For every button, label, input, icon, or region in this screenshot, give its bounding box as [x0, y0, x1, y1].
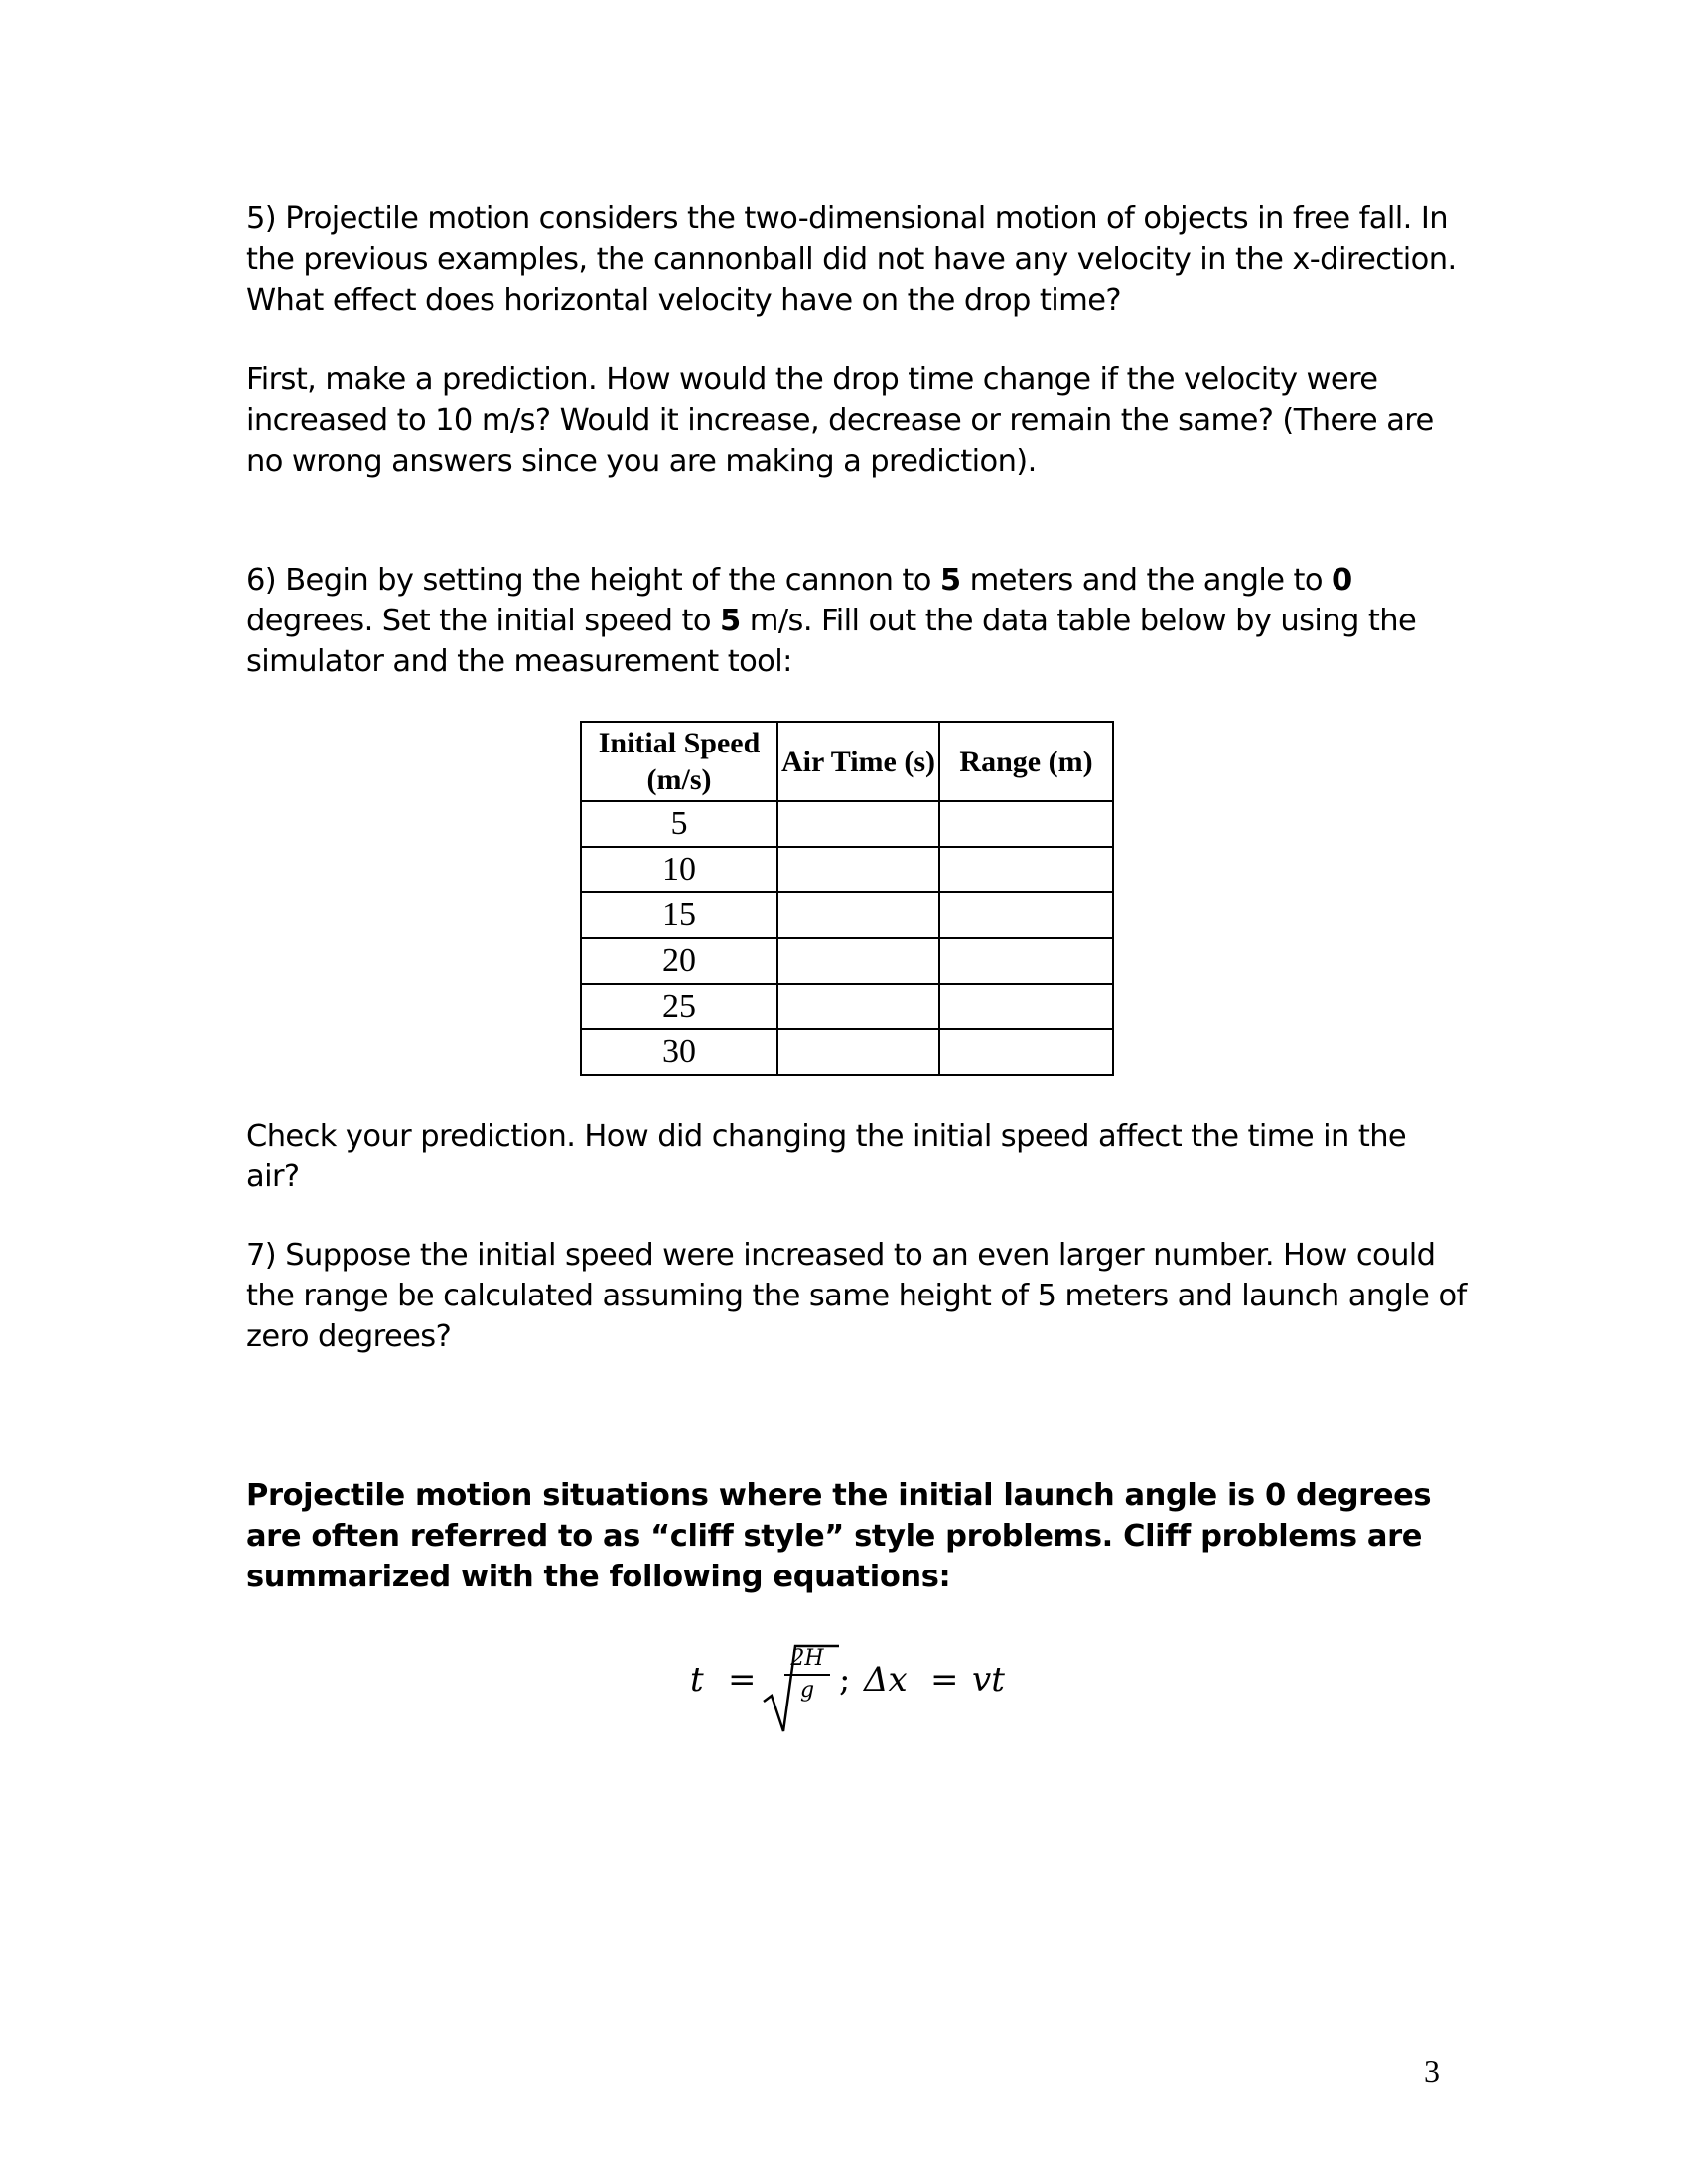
air-time-cell[interactable]	[777, 1029, 939, 1075]
eq-numerator: 2H	[784, 1644, 830, 1676]
range-cell[interactable]	[939, 984, 1113, 1029]
speed-cell: 25	[581, 984, 777, 1029]
q6-height-value: 5	[939, 563, 961, 598]
table-header-row	[581, 722, 1113, 801]
speed-cell: 30	[581, 1029, 777, 1075]
table-row	[581, 892, 1113, 938]
range-cell[interactable]	[939, 938, 1113, 984]
eq-t: t	[690, 1660, 704, 1700]
range-cell[interactable]	[939, 892, 1113, 938]
question-5: 5) Projectile motion considers the two-dimensional motion of objects in free fall. In the previous examples, the cannonball did not have any velocity in the x-direction. What effect does horizontal velocity have on the drop time?	[246, 202, 1457, 318]
air-time-cell[interactable]	[777, 847, 939, 892]
header-air-time: Air Time (s)	[777, 722, 939, 801]
table-row	[581, 847, 1113, 892]
speed-cell: 10	[581, 847, 777, 892]
q6-text-4: m/s. Fill out the data table below by using the simulator and the measurement tool:	[246, 604, 1417, 679]
eq-denominator: g	[799, 1678, 815, 1703]
eq-separator: ;	[839, 1660, 851, 1700]
table-row	[581, 1029, 1113, 1075]
cliff-problems-summary: Projectile motion situations where the initial launch angle is 0 degrees are often referred to as “cliff style” style problems. Cliff problems are summarized with the following equations:	[246, 1478, 1432, 1594]
eq-equals-1: =	[728, 1660, 757, 1700]
range-cell[interactable]	[939, 801, 1113, 847]
q6-text-3: degrees. Set the initial speed to	[246, 604, 721, 638]
data-table	[580, 721, 1114, 1076]
range-cell[interactable]	[939, 1029, 1113, 1075]
q6-text-1: 6) Begin by setting the height of the cannon to	[246, 563, 940, 598]
eq-equals-2: =	[930, 1660, 959, 1700]
header-initial-speed: Initial Speed (m/s)	[581, 722, 777, 801]
air-time-cell[interactable]	[777, 984, 939, 1029]
air-time-cell[interactable]	[777, 938, 939, 984]
header-range: Range (m)	[939, 722, 1113, 801]
question-6	[246, 560, 1468, 682]
q6-speed-value: 5	[720, 604, 741, 638]
eq-delta-x: Δx	[864, 1660, 908, 1700]
speed-cell: 20	[581, 938, 777, 984]
speed-cell: 15	[581, 892, 777, 938]
q6-text-2: meters and the angle to	[960, 563, 1333, 598]
eq-vt: vt	[972, 1660, 1005, 1700]
eq-fraction	[784, 1644, 830, 1706]
speed-cell: 5	[581, 801, 777, 847]
air-time-cell[interactable]	[777, 801, 939, 847]
q6-angle-value: 0	[1332, 563, 1352, 598]
check-prediction: Check your prediction. How did changing the initial speed affect the time in the air?	[246, 1119, 1407, 1194]
question-5-prediction: First, make a prediction. How would the drop time change if the velocity were increased to 10 m/s? Would it increase, decrease or remain the same? (There are no wrong answers since you are making a prediction).	[246, 362, 1434, 478]
question-7: 7) Suppose the initial speed were increased to an even larger number. How could the range be calculated assuming the same height of 5 meters and launch angle of zero degrees?	[246, 1238, 1467, 1354]
table-row	[581, 984, 1113, 1029]
air-time-cell[interactable]	[777, 892, 939, 938]
table-row	[581, 801, 1113, 847]
page-number: 3	[1424, 2053, 1440, 2089]
range-cell[interactable]	[939, 847, 1113, 892]
table-row	[581, 938, 1113, 984]
